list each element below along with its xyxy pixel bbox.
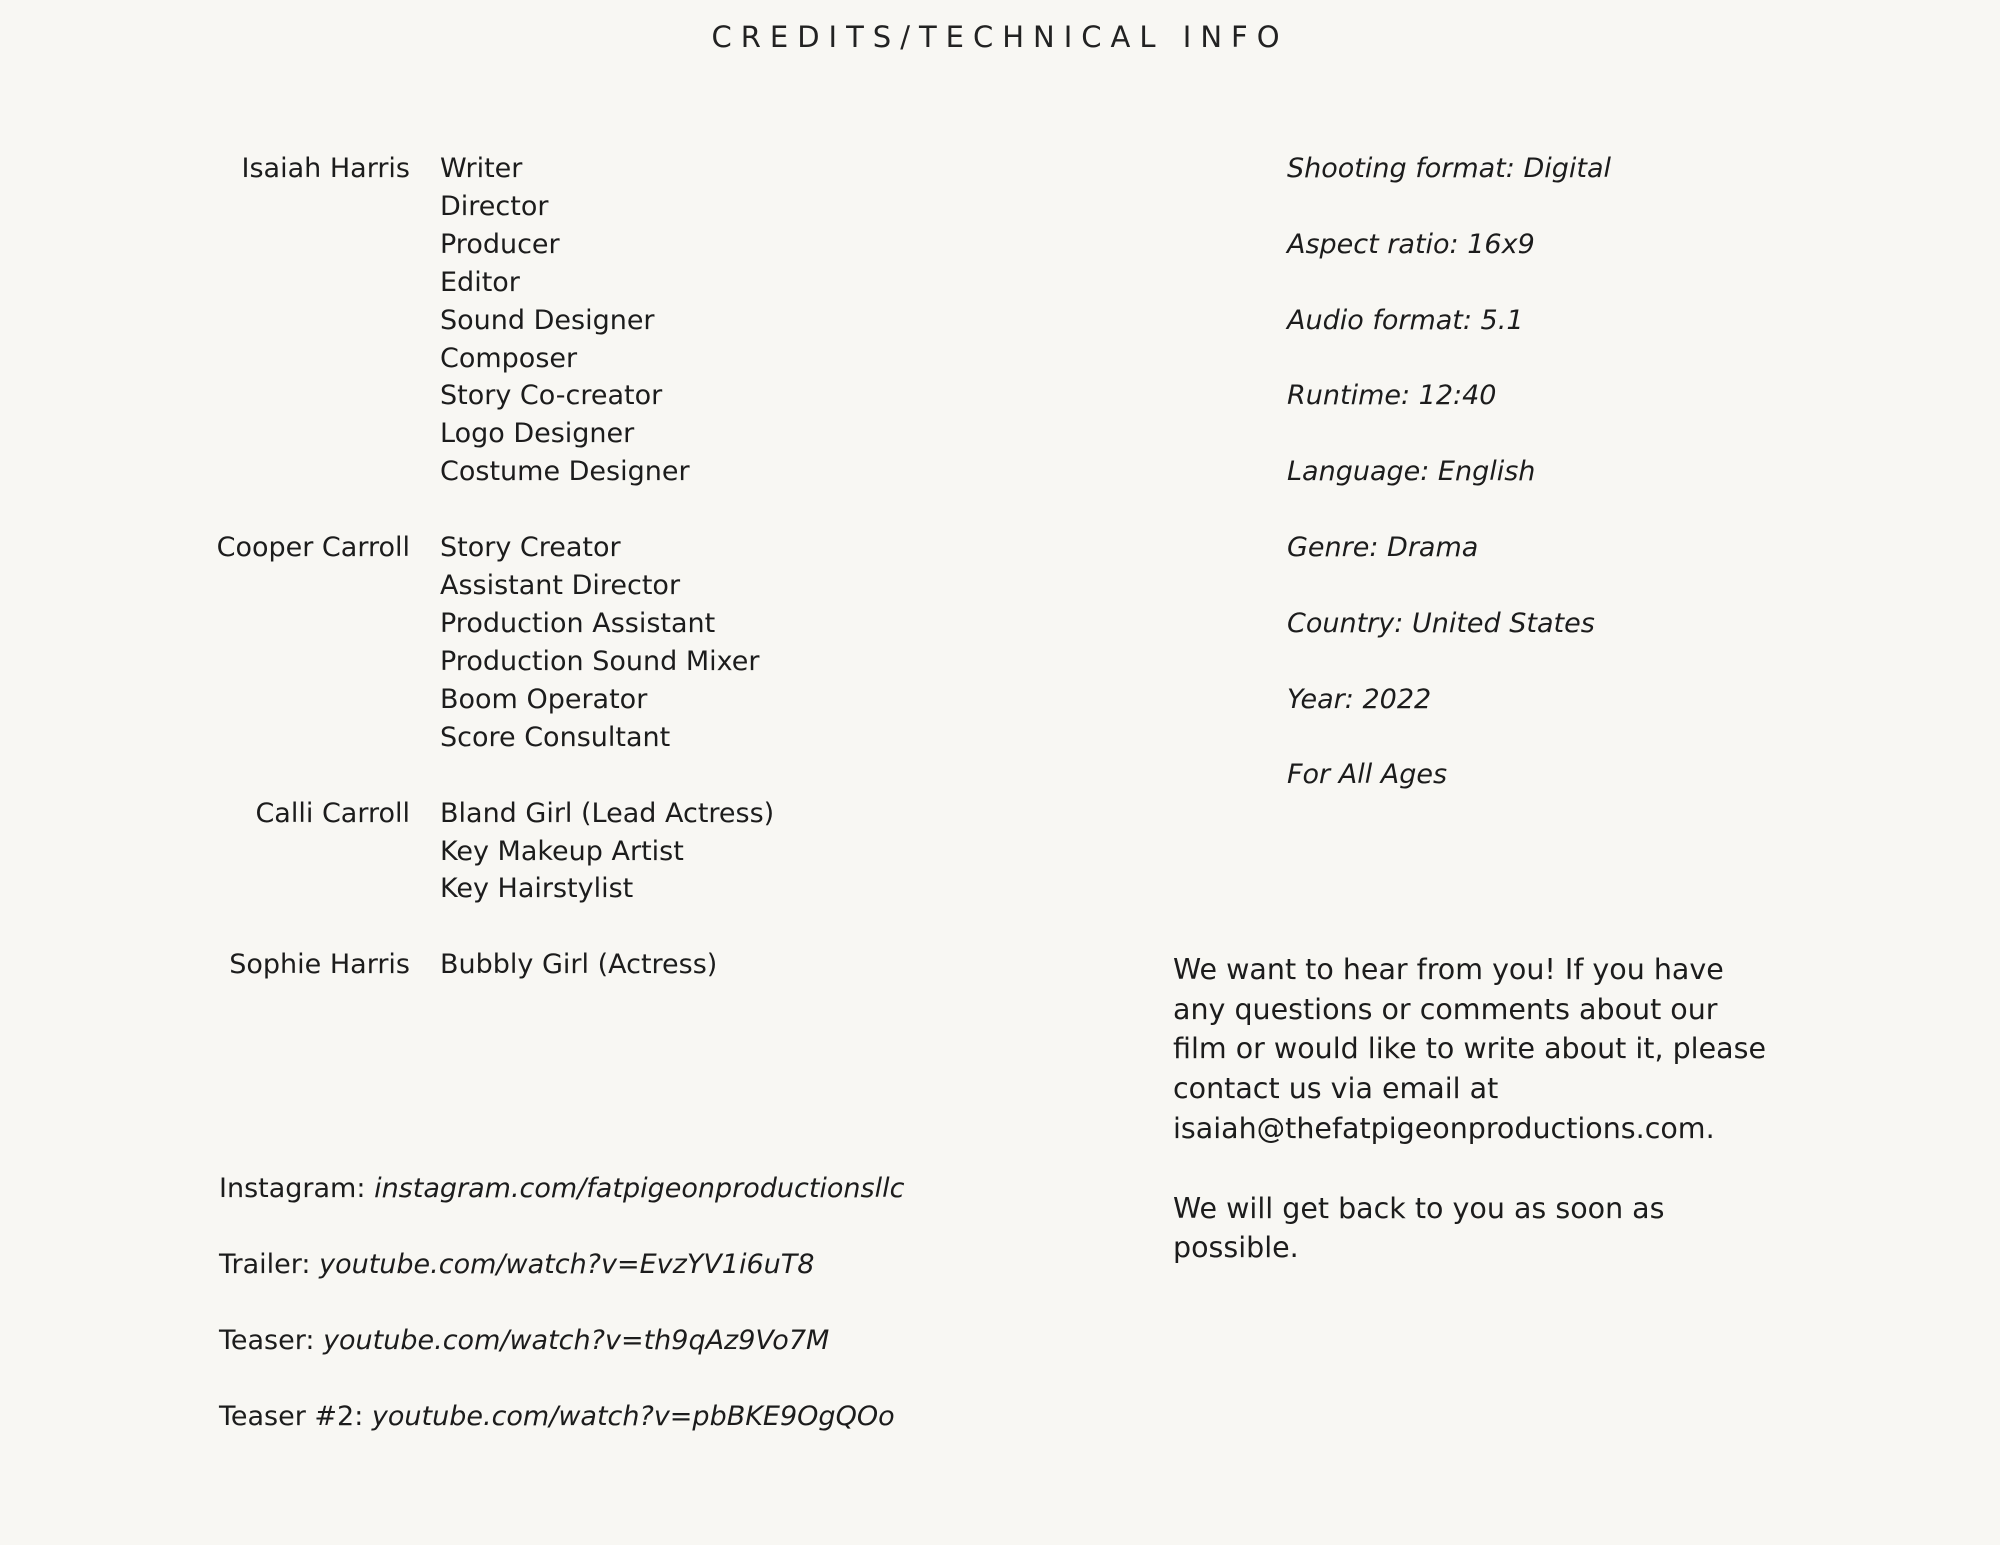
- credit-role: Key Hairstylist: [440, 873, 634, 905]
- links-list: [219, 1170, 904, 1474]
- tech-year: Year: 2022: [1287, 683, 1432, 715]
- tech-country: Country: United States: [1287, 607, 1595, 639]
- credit-role: Bubbly Girl (Actress): [440, 949, 718, 981]
- credits-list: [0, 150, 774, 1022]
- link-url[interactable]: youtube.com/watch?v=pbBKE9OgQOo: [371, 1401, 895, 1432]
- credit-role: Editor: [440, 266, 520, 298]
- credit-roles: [440, 795, 774, 909]
- tech-genre: Genre: Drama: [1287, 531, 1479, 563]
- credit-name: Sophie Harris: [229, 949, 410, 981]
- credit-group-isaiah-harris: [0, 150, 774, 491]
- tech-rating: For All Ages: [1287, 759, 1448, 791]
- contact-section: [1173, 950, 1773, 1308]
- credit-role: Assistant Director: [440, 570, 681, 602]
- credit-roles: [440, 529, 774, 756]
- credit-role: Director: [440, 190, 549, 222]
- credit-role: Production Assistant: [440, 607, 716, 639]
- credit-role: Costume Designer: [440, 456, 690, 488]
- tech-language: Language: English: [1287, 456, 1536, 488]
- credit-role: Writer: [440, 153, 523, 184]
- tech-shooting-format: Shooting format: Digital: [1287, 153, 1612, 184]
- credit-role: Score Consultant: [440, 721, 671, 753]
- link-label: Teaser #2:: [219, 1401, 364, 1432]
- credit-group-calli-carroll: [0, 795, 774, 909]
- credit-role: Bland Girl (Lead Actress): [440, 797, 775, 829]
- credit-name: Calli Carroll: [255, 797, 410, 829]
- link-label: Trailer:: [219, 1249, 311, 1280]
- link-url[interactable]: instagram.com/fatpigeonproductionsllc: [374, 1173, 905, 1204]
- credit-role: Story Creator: [440, 532, 621, 564]
- link-teaser-2: [219, 1398, 904, 1436]
- contact-paragraph: We want to hear from you! If you have any questions or comments about our film or would like to write about it, please contact us via email at isaiah@thefatpigeonproductions.com.: [1173, 953, 1766, 1145]
- credit-group-sophie-harris: [0, 946, 774, 984]
- credit-role: Composer: [440, 342, 578, 374]
- link-label: Instagram:: [219, 1173, 366, 1204]
- link-instagram: [219, 1170, 904, 1208]
- link-url[interactable]: youtube.com/watch?v=EvzYV1i6uT8: [319, 1249, 815, 1280]
- link-teaser: [219, 1322, 904, 1360]
- credit-role: Key Makeup Artist: [440, 835, 684, 867]
- credit-role: Boom Operator: [440, 683, 648, 715]
- credit-roles: [440, 150, 774, 491]
- credit-name: Isaiah Harris: [241, 153, 410, 184]
- credit-group-cooper-carroll: [0, 529, 774, 756]
- page-title: CREDITS/TECHNICAL INFO: [711, 20, 1289, 54]
- link-url[interactable]: youtube.com/watch?v=th9qAz9Vo7M: [323, 1325, 830, 1356]
- credit-role: Sound Designer: [440, 304, 655, 336]
- technical-info-list: [1287, 150, 1611, 832]
- tech-runtime: Runtime: 12:40: [1287, 380, 1497, 412]
- credit-role: Logo Designer: [440, 418, 635, 450]
- credit-name: Cooper Carroll: [216, 532, 410, 564]
- credit-roles: [440, 946, 774, 984]
- tech-aspect-ratio: Aspect ratio: 16x9: [1287, 228, 1535, 260]
- credit-role: Producer: [440, 228, 560, 260]
- credit-role: Story Co-creator: [440, 380, 663, 412]
- contact-followup: We will get back to you as soon as possible.: [1173, 1191, 1665, 1265]
- credit-role: Production Sound Mixer: [440, 645, 760, 677]
- link-label: Teaser:: [219, 1325, 315, 1356]
- tech-audio-format: Audio format: 5.1: [1287, 304, 1524, 336]
- link-trailer: [219, 1246, 904, 1284]
